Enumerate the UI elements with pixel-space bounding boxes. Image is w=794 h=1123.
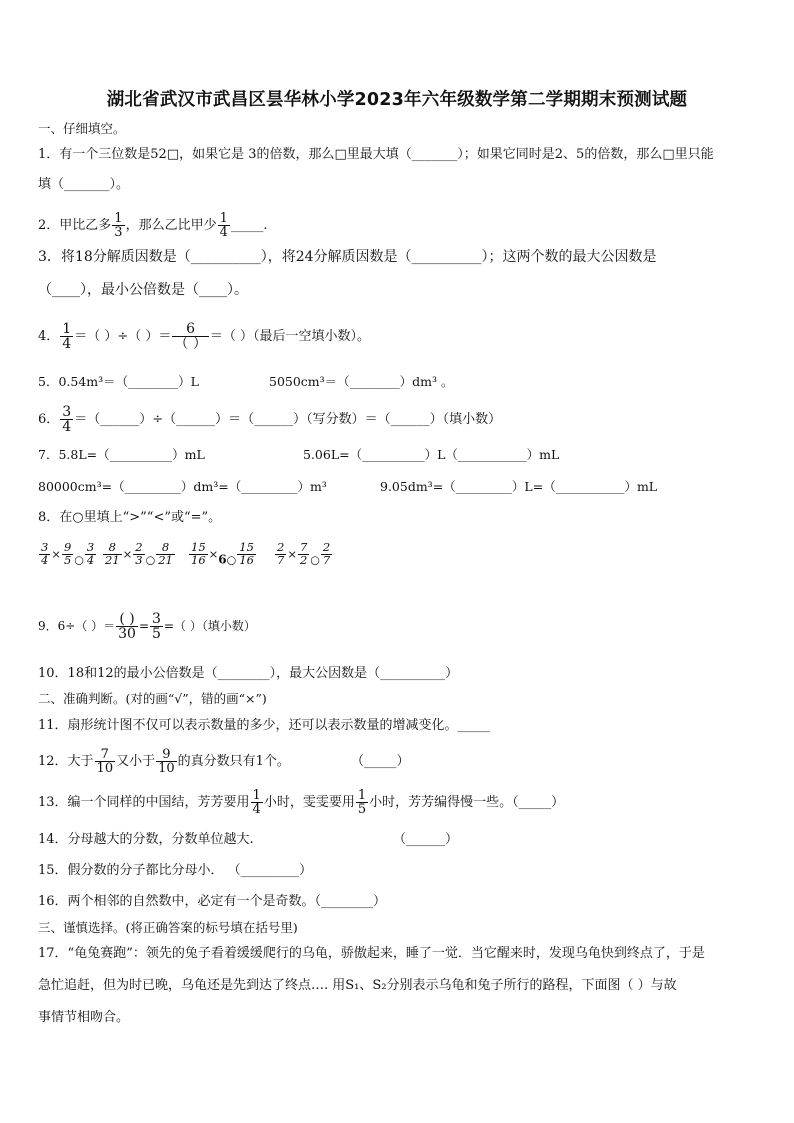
fraction [103, 542, 122, 566]
section-heading-2: 二、准确判断。(对的画“√”，错的画“×”) [38, 691, 267, 706]
fraction [62, 542, 73, 566]
denominator: 4 [62, 336, 72, 352]
question-14-answer: （______） [393, 832, 459, 847]
question-9-text-c: =（ ）（填小数） [163, 619, 256, 633]
question-12-answer: （_____） [351, 754, 410, 769]
comparison-item [274, 542, 333, 567]
question-3-line-1: 3．将18分解质因数是（__________），将24分解质因数是（__________）；这两个数的最大公因数是 [38, 249, 657, 265]
question-1-line-1: 1．有一个三位数是52□，如果它是 3的倍数，那么□里最大填（_______）；如果它同时是2、5的倍数，那么□里只能 [38, 147, 714, 162]
fraction [251, 789, 263, 816]
question-6 [38, 402, 764, 438]
fraction [172, 322, 208, 351]
fraction [237, 542, 256, 566]
question-13-text-c: 小时，芳芳编得慢一些。（_____） [369, 795, 565, 810]
numerator: 1 [62, 321, 72, 337]
denominator: 3 [135, 552, 143, 567]
denominator: 21 [158, 552, 173, 567]
question-2 [38, 209, 764, 243]
question-12-text-a: 12．大于 [38, 754, 94, 769]
question-12 [38, 744, 764, 780]
numerator: 3 [41, 540, 49, 554]
fraction [133, 542, 144, 566]
fraction [356, 789, 368, 816]
denominator: 4 [86, 552, 95, 567]
denominator: 10 [158, 761, 175, 776]
denominator: 4 [41, 552, 49, 567]
compare-circle-icon[interactable]: ○ [145, 553, 156, 567]
question-9 [38, 606, 764, 646]
numerator: 2 [277, 540, 285, 554]
question-5-part-b: 5050cm³＝（________）dm³ 。 [269, 374, 454, 389]
question-8: 8．在○里填上“>”“<”或“=”。 [38, 510, 222, 525]
denominator: 30 [118, 626, 136, 642]
denominator: 16 [191, 552, 206, 567]
denominator: 7 [322, 552, 331, 567]
question-2-text-c: _____. [230, 218, 268, 233]
numerator: 1 [252, 788, 261, 803]
numerator: 15 [191, 540, 206, 554]
question-5-part-a: 5．0.54m³＝（________）L [38, 374, 199, 389]
fraction [156, 542, 175, 566]
question-17-line-3: 事情节相吻合。 [38, 1010, 130, 1025]
page-title: 湖北省武汉市武昌区昙华林小学2023年六年级数学第二学期期末预测试题 [106, 90, 688, 110]
question-17-line-2: 急忙追赶，但为时已晚，乌龟还是先到达了终点…. 用S₁、S₂分别表示乌龟和兔子所行的路程，下面图（ ）与故 [38, 978, 677, 993]
question-2-text-a: 2．甲比乙多 [38, 218, 112, 233]
question-4-text-a: 4． [38, 329, 60, 344]
fraction [95, 748, 116, 775]
denominator: 4 [219, 225, 228, 240]
fraction [275, 542, 286, 566]
multiply-sign: × [51, 547, 61, 561]
multiply-sign: × [287, 547, 297, 561]
fraction [112, 212, 124, 239]
fraction [116, 612, 138, 641]
numerator: 2 [322, 540, 331, 554]
numerator: 1 [219, 211, 228, 226]
fraction [156, 748, 177, 775]
numerator: 7 [100, 747, 109, 762]
numerator: 9 [63, 540, 72, 554]
numerator: 1 [357, 788, 367, 803]
fraction [150, 612, 163, 641]
question-17-line-1: 17．“龟兔赛跑”：领先的兔子看着缓缓爬行的乌龟，骄傲起来，睡了一觉．当它醒来时，发现乌龟快到终点了，于是 [38, 946, 705, 961]
numerator: 3 [152, 611, 161, 627]
compare-circle-icon[interactable]: ○ [310, 553, 320, 567]
question-9-text-b: = [138, 619, 150, 633]
multiply-sign: × [122, 547, 133, 561]
fraction [189, 542, 208, 566]
denominator: 5 [152, 626, 161, 642]
fraction [60, 405, 73, 434]
question-6-text-a: 6． [38, 412, 60, 427]
numerator: 9 [162, 747, 171, 762]
question-13-text-b: 小时，雯雯要用 [263, 795, 355, 810]
question-3-line-2: （____），最小公倍数是（____）。 [38, 282, 248, 298]
compare-circle-icon[interactable]: ○ [226, 553, 237, 567]
denominator: 4 [252, 802, 261, 817]
fraction [218, 212, 230, 239]
multiplier: 6 [218, 552, 227, 567]
section-heading-1: 一、仔细填空。 [38, 121, 126, 136]
fraction [39, 542, 50, 566]
numerator: 6 [186, 321, 196, 337]
numerator: 1 [114, 211, 123, 226]
denominator: 3 [114, 225, 123, 240]
comparison-item [188, 542, 257, 567]
question-10: 10．18和12的最小公倍数是（________），最大公因数是（__________） [38, 666, 459, 681]
question-7-part-b: 5.06L=（__________）L（___________）mL [303, 447, 560, 462]
question-6-text-b: ＝（______）÷（______）＝（______）（写分数）＝（______）（填小数） [74, 412, 502, 427]
question-7-part-d: 9.05dm³=（_________）L=（___________）mL [380, 479, 658, 494]
multiply-sign: × [208, 547, 219, 561]
numerator: 2 [135, 540, 143, 554]
question-8-comparisons [38, 542, 338, 586]
question-2-text-b: ，那么乙比甲少 [125, 218, 217, 233]
question-1-line-2: 填（_______）。 [38, 177, 130, 192]
question-7-row-2 [38, 478, 764, 496]
denominator: 21 [105, 552, 120, 567]
comparison-item [38, 542, 97, 567]
question-4 [38, 318, 764, 356]
denominator: 7 [277, 552, 285, 567]
numerator: 3 [86, 540, 95, 554]
numerator: 8 [161, 540, 170, 554]
question-7-row-1 [38, 446, 764, 464]
numerator: ( ) [119, 611, 135, 627]
comparison-item [102, 542, 176, 567]
question-7-part-a: 7．5.8L=（__________）mL [38, 447, 205, 462]
fraction [60, 322, 73, 351]
denominator: （ ） [174, 336, 207, 352]
denominator: 2 [299, 552, 308, 567]
compare-circle-icon[interactable]: ○ [74, 553, 84, 567]
question-12-text-b: 又小于 [116, 754, 156, 769]
numerator: 15 [239, 540, 254, 554]
question-9-text-a: 9．6÷（ ）＝ [38, 619, 116, 633]
question-14-text: 14．分母越大的分数，分数单位越大. [38, 832, 254, 847]
fraction [321, 542, 332, 566]
question-12-text-c: 的真分数只有1个。 [177, 754, 290, 769]
section-heading-3: 三、谨慎选择。(将正确答案的标号填在括号里) [38, 920, 298, 935]
question-11: 11．扇形统计图不仅可以表示数量的多少，还可以表示数量的增减变化。_____ [38, 718, 491, 733]
denominator: 5 [63, 552, 72, 567]
numerator: 3 [62, 404, 72, 420]
numerator: 7 [299, 540, 308, 554]
denominator: 4 [62, 419, 72, 435]
fraction [298, 542, 309, 566]
question-14 [38, 831, 764, 849]
fraction [85, 542, 96, 566]
question-13 [38, 785, 764, 821]
numerator: 8 [108, 540, 116, 554]
question-4-text-b: ＝（ ）÷（ ）＝ [74, 329, 172, 344]
question-4-text-c: ＝（ ）（最后一空填小数）。 [209, 329, 370, 344]
denominator: 10 [96, 761, 114, 776]
denominator: 5 [357, 802, 367, 817]
question-16: 16．两个相邻的自然数中，必定有一个是奇数。（________） [38, 894, 387, 909]
question-7-part-c: 80000cm³=（_________）dm³=（_________）m³ [38, 479, 327, 494]
question-15: 15．假分数的分子都比分母小． （_________） [38, 863, 313, 878]
denominator: 16 [239, 552, 254, 567]
question-5 [38, 373, 764, 391]
question-13-text-a: 13．编一个同样的中国结，芳芳要用 [38, 795, 250, 810]
